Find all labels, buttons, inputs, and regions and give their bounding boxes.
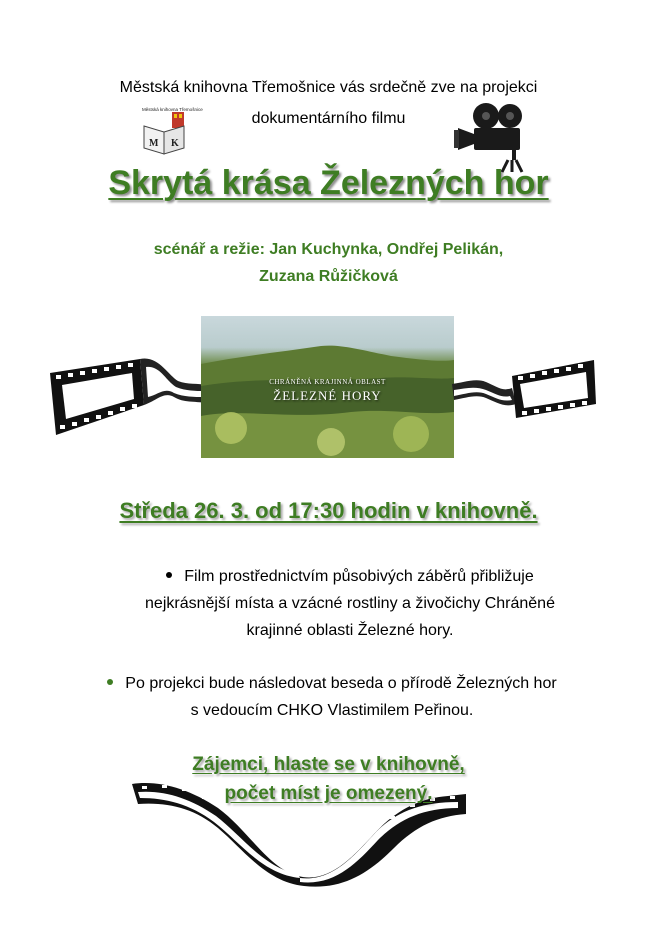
list-item — [110, 563, 590, 644]
landscape-photo — [201, 316, 454, 458]
bullet-dot-icon — [166, 572, 172, 578]
event-date: Středa 26. 3. od 17:30 hodin v knihovně. — [119, 498, 538, 523]
photo-title: ŽELEZNÉ HORY — [273, 388, 382, 403]
bullet-2-line-2: s vedoucím CHKO Vlastimilem Peřinou. — [190, 702, 474, 719]
bullet-1-line-2: nejkrásnější místa a vzácné rostliny a živočichy Chráněné — [145, 595, 555, 612]
bullet-2-line-1 — [72, 670, 592, 697]
intro-line-2: dokumentárního filmu — [251, 110, 406, 127]
list-item — [72, 670, 592, 724]
logo-text: Městská knihovna Třemošnice — [142, 107, 203, 112]
bullet-2-text-1: Po projekci bude následovat beseda o přírodě Železných hor — [125, 675, 557, 692]
credits-line-2: Zuzana Růžičková — [259, 268, 398, 285]
call-to-action — [0, 750, 657, 808]
intro-line-1: Městská knihovna Třemošnice vás srdečně zve na projekci — [119, 79, 538, 96]
film-camera-icon — [452, 100, 536, 172]
cta-line-1: Zájemci, hlaste se v knihovně, — [192, 754, 465, 775]
film-strip-right-icon — [452, 356, 597, 420]
credits-line-1: scénář a režie: Jan Kuchynka, Ondřej Pelikán, — [153, 241, 504, 258]
svg-text:M: M — [149, 138, 159, 149]
library-logo-icon — [140, 104, 203, 156]
film-strip-left-icon — [48, 345, 208, 437]
cta-line-2: počet míst je omezený. — [224, 783, 433, 804]
page-title: Skrytá krása Železných hor — [108, 164, 549, 202]
bullet-1-line-1 — [110, 563, 590, 590]
bullet-1-line-3: krajinné oblasti Železné hory. — [246, 622, 454, 639]
photo-subtitle: CHRÁNĚNÁ KRAJINNÁ OBLAST — [269, 378, 386, 386]
credits — [60, 236, 597, 290]
bullet-1-text-1: Film prostřednictvím působivých záběrů přibližuje — [184, 568, 534, 585]
bullet-dot-icon — [107, 679, 113, 685]
svg-text:K: K — [171, 138, 179, 149]
